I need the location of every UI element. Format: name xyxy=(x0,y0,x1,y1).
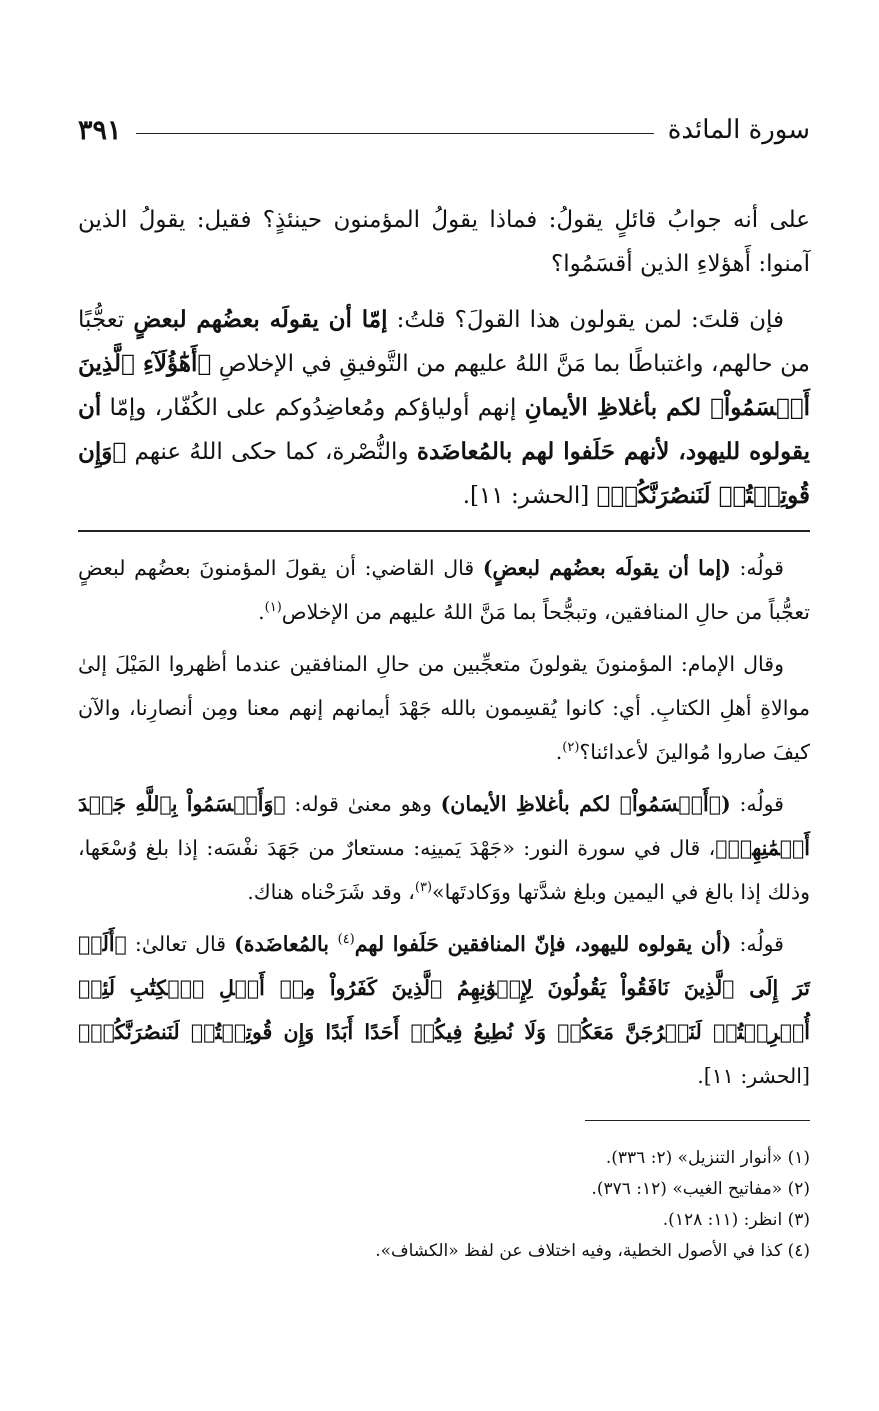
commentary-text: إنهم أولياؤكم ومُعاضِدُوكم على الكُفّار، وإمّا xyxy=(101,395,525,421)
commentary-divider xyxy=(78,530,810,532)
footnote: (١) «أنوار التنزيل» (٢: ٣٣٦). xyxy=(605,1148,810,1168)
footnote-ref[interactable]: (١) xyxy=(264,600,282,616)
bold-phrase: إمّا أن يقولَه بعضُهم لبعضٍ xyxy=(133,306,388,333)
commentary-paragraph xyxy=(78,198,810,286)
footnote-ref[interactable]: (٢) xyxy=(562,740,580,756)
lemma: (﴿أَقۡسَمُواْ﴾ لكم بأغلاظِ الأيمان) xyxy=(440,792,731,816)
commentary-paragraph xyxy=(78,298,810,518)
page-header xyxy=(78,108,810,152)
gloss-text: وهو معنىٰ قوله: xyxy=(285,792,441,816)
page-number: ٣٩١ xyxy=(78,114,122,146)
gloss-paragraph xyxy=(78,782,810,914)
book-page xyxy=(78,108,810,1267)
gloss-paragraph: وقال الإمام: المؤمنونَ يقولونَ متعجِّبين من حالِ المنافقين عندما أظهروا المَيْلَ إلىٰ موالاةِ أهلِ الكتابِ. أي: كانوا يُقسِمون بالله جَهْدَ أيمانهم إنهم معنا ومِن أنصارِنا، والآن كيفَ صاروا مُوالينَ لأعدائنا؟$^{(٢)}$. xyxy=(78,652,810,764)
gloss-text: وقال الإمام: المؤمنونَ يقولونَ متعجِّبين من حالِ المنافقين عندما أظهروا المَيْلَ إلىٰ موالاةِ أهلِ الكتابِ. أي: كانوا يُقسِمون بالله جَهْدَ أيمانهم إنهم معنا ومِن أنصارِنا، والآن كيفَ صاروا مُوالينَ لأعدائنا؟ xyxy=(78,652,810,764)
header-rule xyxy=(136,133,654,134)
gloss-text: قولُه: xyxy=(730,792,784,816)
gloss-text: قال تعالىٰ: xyxy=(126,932,235,956)
lemma: بالمُعاضَدة) xyxy=(234,932,338,956)
quran-verse: ﴿أَهَٰٓؤُلَآءِ ٱلَّذِينَ أَقۡسَمُواْ﴾ لكم بأغلاظِ الأيمانِ xyxy=(78,350,810,421)
lemma: (أن يقولوه لليهود، فإنّ المنافقين حَلَفوا لهم xyxy=(354,932,732,956)
gloss-text: قال القاضي: أن يقولَ المؤمنونَ بعضُهم لبعضٍ تعجُّباً من حالِ المنافقين، وتبجُّحاً بما مَنَّ اللهُ عليهم من الإخلاص xyxy=(78,556,810,624)
verse-citation: [الحشر: ١١]. xyxy=(462,483,597,509)
quran-verse: ﴿وَأَقۡسَمُواْ بِٱللَّهِ جَهۡدَ أَيۡمَٰنِهِمۡ﴾ xyxy=(78,792,810,860)
gloss-text: ، وقد شَرَحْناه هناك. xyxy=(247,880,415,904)
gloss-paragraph xyxy=(78,922,810,1098)
commentary-text: تعجُّبًا من حالهم، واغتباطًا بما مَنَّ اللهُ عليهم من التَّوفيقِ في الإخلاصِ xyxy=(78,307,811,377)
commentary-text: فإن قلتَ: لمن يقولون هذا القولَ؟ قلتُ: xyxy=(387,307,784,333)
quran-verse: ﴿وَإِن قُوتِلۡتُمۡ لَنَنصُرَنَّكُمۡ﴾ xyxy=(78,438,810,509)
footnotes xyxy=(78,1143,810,1267)
footnote: (٣) انظر: (١١: ١٢٨). xyxy=(662,1210,810,1230)
footnote-divider xyxy=(585,1120,810,1121)
main-commentary xyxy=(78,198,810,518)
footnote: (٢) «مفاتيح الغيب» (١٢: ٣٧٦). xyxy=(591,1179,810,1199)
bold-phrase: أن يقولوه لليهود، لأنهم حَلَفوا لهم بالمُعاضَدة xyxy=(78,394,810,465)
gloss-text: قولُه: xyxy=(730,556,784,580)
footnote-ref[interactable]: (٣) xyxy=(414,880,433,896)
gloss-text: قولُه: xyxy=(731,932,784,956)
verse-citation: [الحشر: ١١]. xyxy=(697,1064,810,1088)
gloss-section xyxy=(78,546,810,1098)
lemma: (إما أن يقولَه بعضُهم لبعضٍ) xyxy=(482,556,731,580)
footnote: (٤) كذا في الأصول الخطية، وفيه اختلاف عن لفظ «الكشاف». xyxy=(375,1241,810,1261)
quran-verse: ﴿أَلَمۡ تَرَ إِلَى ٱلَّذِينَ نَافَقُواْ يَقُولُونَ لِإِخۡوَٰنِهِمُ ٱلَّذِينَ كَفَرُواْ مِنۡ أَهۡلِ ٱلۡكِتَٰبِ لَئِنۡ أُخۡرِجۡتُمۡ لَنَخۡرُجَنَّ مَعَكُمۡ وَلَا نُطِيعُ فِيكُمۡ أَحَدًا أَبَدًا وَإِن قُوتِلۡتُمۡ لَنَنصُرَنَّكُمۡ﴾ xyxy=(78,932,810,1044)
commentary-text: على أنه جوابُ قائلٍ يقولُ: فماذا يقولُ المؤمنون حينئذٍ؟ فقيل: يقولُ الذين آمنوا: أَهؤلاءِ الذين أقسَمُوا؟ xyxy=(78,207,810,277)
commentary-text: والنُّصْرة، كما حكى اللهُ عنهم xyxy=(126,439,417,465)
gloss-paragraph: قولُه: (إما أن يقولَه بعضُهم لبعضٍ) قال القاضي: أن يقولَ المؤمنونَ بعضُهم لبعضٍ تعجُّباً من حالِ المنافقين، وتبجُّحاً بما مَنَّ اللهُ عليهم من الإخلاص$^{(١)}$. xyxy=(78,556,810,624)
surah-title: سورة المائدة xyxy=(667,115,810,145)
footnote-ref[interactable]: (٤) xyxy=(337,932,355,948)
gloss-text: ، قال في سورة النور: «جَهْدَ يَمينِه: مستعارٌ من جَهَدَ نفْسَه: إذا بلغ وُسْعَها، وذلك إذا بالغ في اليمين وبلغ شدَّتها ووَكادتَها» xyxy=(78,836,810,904)
